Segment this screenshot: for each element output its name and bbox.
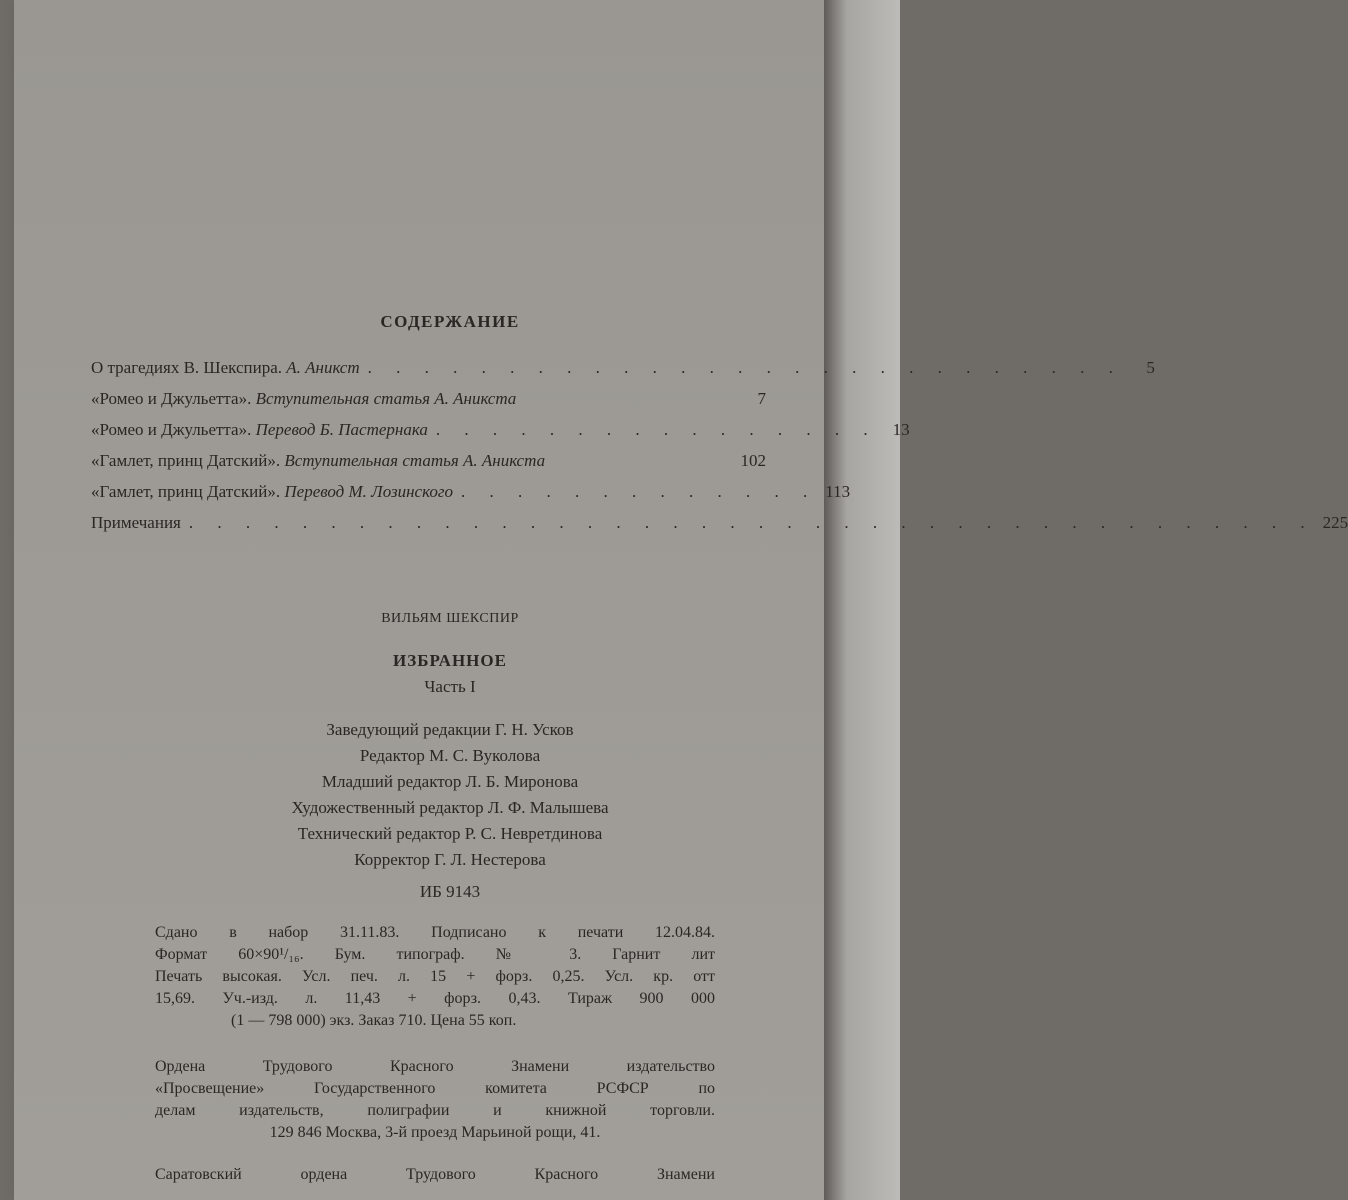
toc-leader-dots: . . . . . . . . . . . . . . . . . . . . . . . . . . . . . . . . . . . . . . . .	[188, 513, 1315, 532]
printer-line: Саратовский ордена Трудового Красного Знамени	[155, 1166, 715, 1183]
toc-entry	[91, 451, 766, 482]
toc-page-number: 7	[757, 389, 766, 408]
staff-line: Технический редактор Р. С. Невретдинова	[297, 824, 603, 843]
staff-line: Редактор М. С. Вуколова	[359, 746, 541, 765]
toc-entry-title: «Гамлет, принц Датский».	[91, 482, 281, 501]
toc-entry-title: «Гамлет, принц Датский».	[91, 451, 281, 470]
next-page-edge	[824, 0, 900, 1200]
toc-entry	[91, 420, 910, 451]
publisher-line: «Просвещение» Государственного комитета РСФСР по	[155, 1080, 715, 1097]
publisher-line: 129 846 Москва, 3-й проезд Марьиной рощи, 41.	[269, 1124, 601, 1141]
staff-line: Младший редактор Л. Б. Миронова	[321, 772, 579, 791]
toc-leader-dots: . . . . . . . . . . . . . . . . . . . . . . . . . . .	[367, 358, 1123, 377]
imprint-line: Сдано в набор 31.11.83. Подписано к печати 12.04.84.	[155, 924, 715, 941]
toc-heading: СОДЕРЖАНИЕ	[380, 312, 520, 331]
toc-entry	[91, 513, 1348, 544]
imprint-line: 15,69. Уч.-изд. л. 11,43 + форз. 0,43. Тираж 900 000	[155, 990, 715, 1007]
book-part: Часть I	[424, 677, 476, 696]
toc-entry-author: Вступительная статья А. Аникста	[284, 451, 546, 470]
toc-entry-author: А. Аникст	[286, 358, 360, 377]
staff-line: Художественный редактор Л. Ф. Малышева	[291, 798, 609, 817]
toc-page-number: 5	[1146, 358, 1155, 377]
imprint-line: Печать высокая. Усл. печ. л. 15 + форз. 0,25. Усл. кр. отт	[155, 968, 715, 985]
book-title: ИЗБРАННОЕ	[393, 651, 507, 670]
toc-entry-title: «Ромео и Джульетта».	[91, 420, 252, 439]
publisher-line: делам издательств, полиграфии и книжной торговли.	[155, 1102, 715, 1119]
book-author: ВИЛЬЯМ ШЕКСПИР	[381, 611, 519, 626]
imprint-line: (1 — 798 000) экз. Заказ 710. Цена 55 коп.	[231, 1012, 517, 1029]
toc-entry-title: «Ромео и Джульетта».	[91, 389, 252, 408]
printer-block	[155, 1166, 715, 1188]
toc-entry-title: Примечания	[91, 513, 181, 532]
toc-page-number: 102	[740, 451, 766, 470]
staff-line: Корректор Г. Л. Нестерова	[354, 850, 546, 869]
toc-entry	[91, 482, 851, 513]
imprint-line: Формат 60×90¹/₁₆. Бум. типограф. № 3. Гарнит лит	[155, 946, 715, 963]
publisher-block	[155, 1058, 715, 1146]
toc-page-number: 113	[825, 482, 851, 501]
imprint-details	[155, 924, 715, 1034]
toc-entry-author: Перевод Б. Пастернака	[255, 420, 428, 439]
toc-page-number: 225	[1322, 513, 1348, 532]
ib-number: ИБ 9143	[419, 882, 481, 901]
toc-entry	[91, 389, 766, 420]
toc-entry	[91, 358, 1155, 389]
editorial-staff	[0, 720, 900, 876]
toc-leader-dots: . . . . . . . . . . . . . . . .	[435, 420, 878, 439]
toc-leader-dots: . . . . . . . . . . . . .	[461, 482, 818, 501]
table-of-contents	[91, 358, 1348, 544]
toc-entry-title: О трагедиях В. Шекспира.	[91, 358, 283, 377]
publisher-line: Ордена Трудового Красного Знамени издательство	[155, 1058, 715, 1075]
staff-line: Заведующий редакции Г. Н. Усков	[326, 720, 574, 739]
toc-page-number: 13	[892, 420, 910, 439]
toc-entry-author: Перевод М. Лозинского	[284, 482, 454, 501]
toc-entry-author: Вступительная статья А. Аникста	[255, 389, 517, 408]
